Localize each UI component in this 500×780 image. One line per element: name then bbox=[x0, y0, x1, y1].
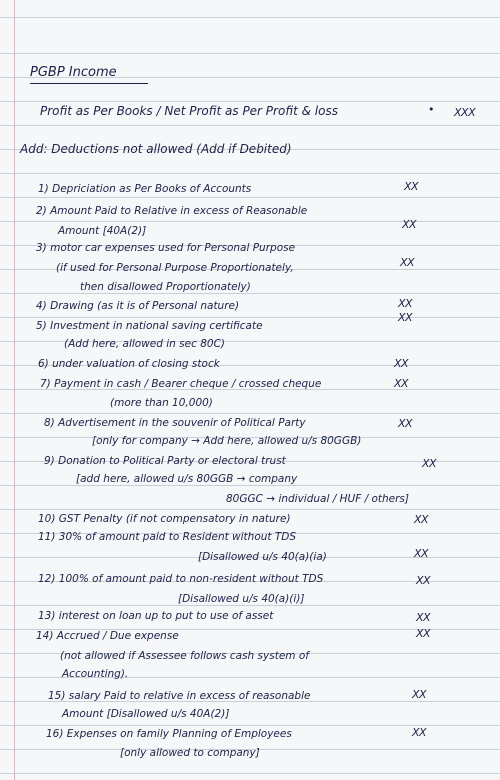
profit-amount: XXX bbox=[454, 106, 476, 119]
margin-line bbox=[14, 0, 15, 780]
item-3-line-1: 3) motor car expenses used for Personal Purpose bbox=[36, 242, 296, 254]
item-2-line-1: 2) Amount Paid to Relative in excess of Reasonable bbox=[36, 205, 308, 217]
item-7-line-1: 7) Payment in cash / Bearer cheque / crossed cheque bbox=[40, 378, 322, 390]
item-6-line-1: 6) under valuation of closing stock bbox=[38, 358, 220, 370]
title-underline bbox=[30, 83, 148, 84]
item-8-line-2: [only for company → Add here, allowed u/s 80GGB) bbox=[92, 435, 362, 447]
item-9-line-1: 9) Donation to Political Party or electoral trust bbox=[44, 455, 286, 467]
page-title: PGBP Income bbox=[30, 65, 117, 80]
item-12-line-1: 12) 100% of amount paid to non-resident without TDS bbox=[38, 573, 324, 585]
item-1-line-1: 1) Depriciation as Per Books of Accounts bbox=[38, 183, 252, 195]
item-16-line-1: 16) Expenses on family Planning of Employees bbox=[46, 728, 292, 740]
item-14-line-3: Accounting). bbox=[62, 668, 129, 680]
item-11-amount: XX bbox=[414, 547, 429, 560]
item-13-line-1: 13) interest on loan up to put to use of asset bbox=[38, 610, 274, 622]
item-3-line-3: then disallowed Proportionately) bbox=[80, 281, 251, 293]
item-12-amount: XX bbox=[416, 574, 431, 587]
item-12-line-2: [Disallowed u/s 40(a)(i)] bbox=[178, 593, 305, 605]
item-5-line-1: 5) Investment in national saving certificate bbox=[36, 320, 263, 332]
item-2-amount: XX bbox=[402, 218, 417, 231]
item-15-line-1: 15) salary Paid to relative in excess of reasonable bbox=[48, 690, 311, 702]
item-4-amount: XX bbox=[398, 297, 413, 310]
item-5-amount: XX bbox=[398, 311, 413, 324]
item-7-line-2: (more than 10,000) bbox=[110, 397, 213, 409]
item-8-amount: XX bbox=[398, 417, 413, 430]
item-16-amount: XX bbox=[412, 726, 427, 739]
item-6-amount: XX bbox=[394, 357, 409, 370]
item-16-line-2: [only allowed to company] bbox=[120, 747, 260, 759]
profit-dot: • bbox=[428, 103, 434, 116]
item-4-line-1: 4) Drawing (as it is of Personal nature) bbox=[36, 300, 240, 312]
item-5-line-2: (Add here, allowed in sec 80C) bbox=[64, 338, 225, 350]
item-3-line-2: (if used for Personal Purpose Proportionately, bbox=[56, 262, 294, 274]
item-3-amount: XX bbox=[400, 256, 415, 269]
profit-line: Profit as Per Books / Net Profit as Per Profit & loss bbox=[40, 104, 338, 118]
add-heading: Add: Deductions not allowed (Add if Debited) bbox=[20, 142, 292, 156]
item-15-amount: XX bbox=[412, 688, 427, 701]
item-9-line-2: [add here, allowed u/s 80GGB → company bbox=[76, 473, 298, 485]
item-10-line-1: 10) GST Penalty (if not compensatory in nature) bbox=[38, 513, 291, 525]
item-9-line-3: 80GGC → individual / HUF / others] bbox=[226, 493, 409, 505]
item-10-amount: XX bbox=[414, 513, 429, 526]
item-8-line-1: 8) Advertisement in the souvenir of Political Party bbox=[44, 417, 306, 429]
item-15-line-2: Amount [Disallowed u/s 40A(2)] bbox=[62, 708, 230, 720]
item-9-amount: XX bbox=[422, 457, 437, 470]
item-13-amount: XX bbox=[416, 611, 431, 624]
item-14-amount: XX bbox=[416, 627, 431, 640]
item-1-amount: XX bbox=[404, 180, 419, 193]
item-14-line-1: 14) Accrued / Due expense bbox=[36, 630, 179, 642]
item-7-amount: XX bbox=[394, 377, 409, 390]
item-14-line-2: (not allowed if Assessee follows cash system of bbox=[60, 650, 309, 662]
item-2-line-2: Amount [40A(2)] bbox=[58, 225, 147, 237]
item-11-line-2: [Disallowed u/s 40(a)(ia) bbox=[198, 551, 327, 563]
item-11-line-1: 11) 30% of amount paid to Resident without TDS bbox=[38, 531, 297, 543]
